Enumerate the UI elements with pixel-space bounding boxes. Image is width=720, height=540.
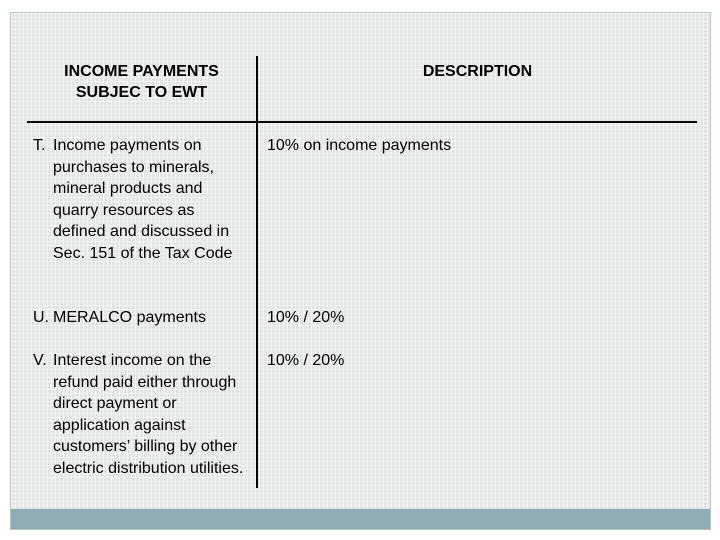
income-payment-cell [27, 338, 257, 488]
header-income-payments [27, 56, 257, 122]
table-row [27, 122, 697, 295]
table-row [27, 295, 697, 338]
row-letter: T. [33, 137, 46, 154]
description-cell [257, 338, 697, 488]
table-row [27, 338, 697, 488]
row-letter: V. [33, 352, 47, 369]
description-cell [257, 122, 697, 295]
income-payment-cell [27, 295, 257, 338]
description-cell [257, 295, 697, 338]
slide [10, 12, 711, 530]
header-description [257, 56, 697, 122]
table-header-row [27, 56, 697, 122]
footer-bar [11, 509, 710, 529]
income-payment-text: Income payments on purchases to minerals, mineral products and quarry resources as defined and discussed in Sec. 151 of the Tax Code [53, 137, 233, 262]
description-text: 10% / 20% [267, 309, 345, 326]
header-income-payments-label: INCOME PAYMENTS SUBJEC TO EWT [64, 63, 219, 101]
description-text: 10% on income payments [267, 137, 452, 154]
header-description-label: DESCRIPTION [422, 63, 533, 80]
income-payment-text: Interest income on the refund paid either through direct payment or application against customers’ billing by other electric distribution utilities. [53, 352, 244, 477]
ewt-table [27, 56, 697, 488]
income-payment-text: MERALCO payments [53, 309, 206, 326]
description-text: 10% / 20% [267, 352, 345, 369]
row-letter: U. [33, 309, 49, 326]
income-payment-cell [27, 122, 257, 295]
